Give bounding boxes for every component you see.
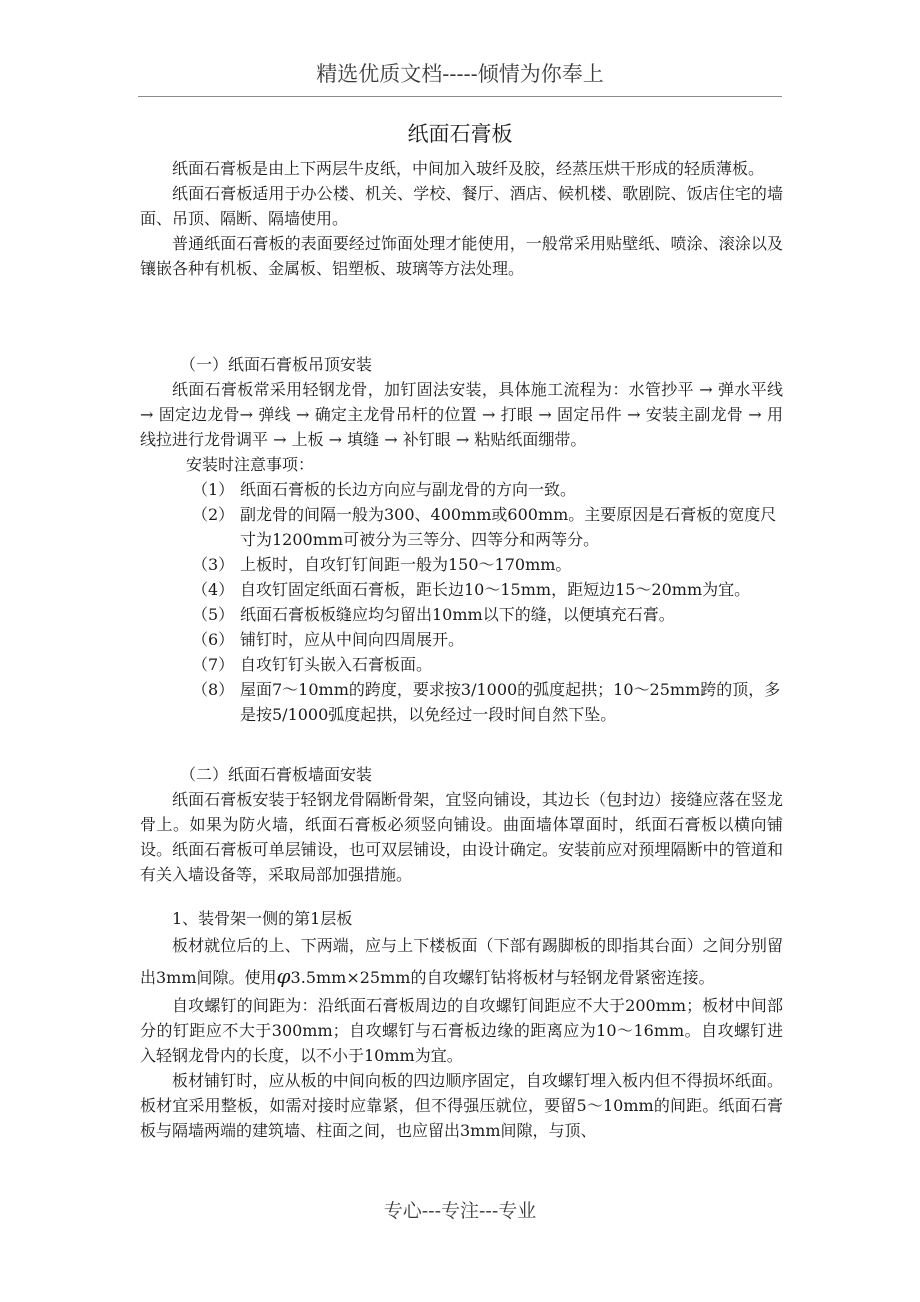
note-text: 自攻钉固定纸面石膏板，距长边10～15mm，距短边15～20mm为宜。 [240,580,751,599]
section-wall-heading: （二）纸面石膏板墙面安装 [180,765,373,784]
intro-paragraph-1: 纸面石膏板是由上下两层牛皮纸，中间加入玻纤及胶，经蒸压烘干形成的轻质薄板。 [172,159,765,178]
section-first-layer [140,906,783,1143]
note-text: 自攻钉钉头嵌入石膏板面。 [240,655,433,674]
intro-paragraph-2: 纸面石膏板适用于办公楼、机关、学校、餐厅、酒店、候机楼、歌剧院、饭店住宅的墙面、吊顶、隔断、隔墙使用。 [140,184,783,228]
note-item [140,477,783,502]
first-layer-text-b: 3.5mm×25mm的自攻螺钉钻将板材与轻钢龙骨紧密连接。 [290,968,715,987]
note-text: 副龙骨的间隔一般为300、400mm或600mm。主要原因是石膏板的宽度尺寸为1200mm可被分为三等分、四等分和两等分。 [240,505,777,549]
notes-list [140,477,783,727]
note-item [140,652,783,677]
first-layer-text-a: 板材就位后的上、下两端，应与上下楼板面（下部有踢脚板的即指其台面）之间分别留出3mm间隙。使用 [140,936,783,987]
note-item [140,552,783,577]
note-number: （1） [192,480,235,499]
wall-paragraph: 纸面石膏板安装于轻钢龙骨隔断骨架，宜竖向铺设，其边长（包封边）接缝应落在竖龙骨上。如果为防火墙，纸面石膏板必须竖向铺设。曲面墙体罩面时，纸面石膏板以横向铺设。纸面石膏板可单层铺设，也可双层铺设，由设计确定。安装前应对预埋隔断中的管道和有关入墙设备等，采取局部加强措施。 [140,790,783,884]
note-number: （3） [192,555,235,574]
note-number: （8） [192,680,235,699]
intro-paragraph-3: 普通纸面石膏板的表面要经过饰面处理才能使用，一般常采用贴壁纸、喷涂、滚涂以及镶嵌各种有机板、金属板、铝塑板、玻璃等方法处理。 [140,234,783,278]
notes-intro: 安装时注意事项： [186,455,315,474]
document-title: 纸面石膏板 [407,122,513,146]
note-text: 铺钉时，应从中间向四周展开。 [240,630,465,649]
note-number: （4） [192,580,235,599]
first-layer-paragraph-1 [140,931,783,993]
header-text: 精选优质文档-----倾情为你奉上 [316,62,604,86]
note-text: 上板时，自攻钉钉间距一般为150～170mm。 [240,555,572,574]
ceiling-process-paragraph: 纸面石膏板常采用轻钢龙骨，加钉固法安装，具体施工流程为：水管抄平 → 弹水平线 → 固定边龙骨→ 弹线 → 确定主龙骨吊杆的位置 → 打眼 → 固定吊件 → 安装主副龙骨 → 用线拉进行龙骨调平 → 上板 → 填缝 → 补钉眼 → 粘贴纸面绷带。 [140,380,783,449]
note-text: 纸面石膏板板缝应均匀留出10mm以下的缝，以便填充石膏。 [240,605,675,624]
section-ceiling-heading: （一）纸面石膏板吊顶安装 [180,355,373,374]
note-item [140,602,783,627]
phi-symbol: φ [276,964,291,988]
footer-text: 专心---专注---专业 [383,1200,537,1222]
note-text: 纸面石膏板的长边方向应与副龙骨的方向一致。 [240,480,577,499]
first-layer-paragraph-3: 板材铺钉时，应从板的中间向板的四边顺序固定，自攻螺钉埋入板内但不得损坏纸面。板材宜采用整板，如需对接时应靠紧，但不得强压就位，要留5～10mm的间距。纸面石膏板与隔墙两端的建筑墙、柱面之间，也应留出3mm间隙，与顶、 [140,1071,783,1140]
note-item [140,577,783,602]
page-footer [0,1196,920,1223]
note-number: （7） [192,655,235,674]
first-layer-heading: 1、装骨架一侧的第1层板 [172,909,353,928]
note-item [140,677,783,727]
note-item [140,627,783,652]
intro-block [140,156,783,281]
section-wall [140,762,783,887]
note-number: （2） [192,505,235,524]
section-ceiling [140,352,783,727]
page-header [138,58,782,97]
note-number: （6） [192,630,235,649]
note-text: 屋面7～10mm的跨度，要求按3/1000的弧度起拱；10～25mm跨的顶，多是按5/1000弧度起拱，以免经过一段时间自然下坠。 [240,680,781,724]
note-item [140,502,783,552]
first-layer-paragraph-2: 自攻螺钉的间距为：沿纸面石膏板周边的自攻螺钉间距应不大于200mm；板材中间部分的钉距应不大于300mm；自攻螺钉与石膏板边缘的距离应为10～16mm。自攻螺钉进入轻钢龙骨内的长度，以不小于10mm为宜。 [140,996,783,1065]
note-number: （5） [192,605,235,624]
